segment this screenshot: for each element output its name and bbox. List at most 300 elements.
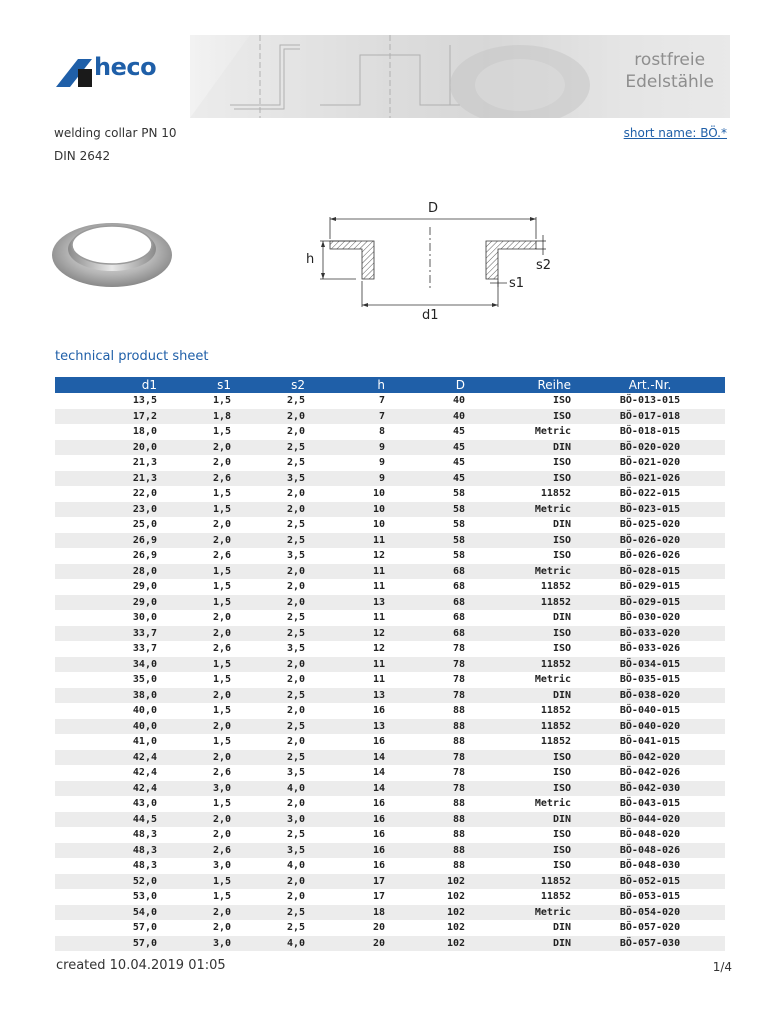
cell-d1: 29,0 [132,581,157,593]
table-row [55,409,725,425]
cell-D: 88 [452,860,465,872]
cell-D: 78 [389,750,469,766]
cell-art-nr: BÖ-052-015 [575,874,725,890]
cell-D: 88 [452,736,465,748]
cell-D: 58 [452,488,465,500]
cell-s2: 2,5 [235,750,309,766]
cell-h: 16 [372,705,385,717]
cell-s1: 1,5 [161,657,235,673]
cell-s1: 1,5 [212,395,231,407]
cell-reihe: Metric [534,426,571,438]
cell-h: 9 [378,457,385,469]
cell-art-nr: BÖ-026-020 [575,533,725,549]
cell-D: 88 [452,798,465,810]
cell-art-nr: BÖ-020-020 [575,440,725,456]
cell-reihe: DIN [552,922,571,934]
cell-d1: 48,3 [132,829,157,841]
cell-s1: 2,0 [212,922,231,934]
table-row [55,827,725,843]
cell-d1: 26,9 [55,533,161,549]
table-row [55,471,725,487]
cell-d1: 40,0 [55,719,161,735]
cell-d1: 41,0 [132,736,157,748]
cell-art-nr: BÖ-021-020 [619,457,681,469]
banner-line-2: Edelstähle [625,72,714,92]
cell-d1: 22,0 [132,488,157,500]
cell-reihe: ISO [469,533,575,549]
cell-art-nr: BÖ-026-026 [619,550,681,562]
cell-s1: 1,8 [161,409,235,425]
cell-D: 102 [389,905,469,921]
cell-art-nr: BÖ-029-015 [575,595,725,611]
cell-D: 45 [452,457,465,469]
cell-art-nr: BÖ-042-020 [575,750,725,766]
cell-art-nr: BÖ-034-015 [575,657,725,673]
cell-d1: 20,0 [55,440,161,456]
cell-reihe: 11852 [469,874,575,890]
banner-tagline [625,49,714,93]
cell-h: 13 [309,688,389,704]
cell-h: 13 [309,595,389,611]
short-name-link[interactable]: short name: BÖ.* [623,126,727,140]
cell-s2: 2,0 [286,705,305,717]
cell-s1: 3,0 [161,781,235,797]
cell-s1: 3,0 [161,936,235,952]
cell-s2: 2,5 [235,719,309,735]
col-header-art-nr: Art.-Nr. [575,377,725,393]
cell-art-nr: BÖ-033-020 [575,626,725,642]
col-header-D: D [389,377,469,393]
cell-h: 16 [372,860,385,872]
cell-h: 7 [309,409,389,425]
cell-s2: 2,5 [286,457,305,469]
cell-s2: 2,0 [286,736,305,748]
cell-D: 102 [446,891,465,903]
cell-D: 58 [452,519,465,531]
cell-s1: 2,0 [161,750,235,766]
cell-s2: 3,5 [286,550,305,562]
cell-h: 17 [372,891,385,903]
cell-art-nr: BÖ-041-015 [619,736,681,748]
table-row [55,796,725,812]
cell-D: 78 [389,781,469,797]
cell-s1: 2,0 [212,519,231,531]
cell-d1: 35,0 [132,674,157,686]
cell-d1: 29,0 [55,595,161,611]
technical-drawing [300,195,570,325]
cell-reihe: DIN [552,519,571,531]
cell-s1: 1,5 [212,798,231,810]
cell-reihe: ISO [552,550,571,562]
cell-s2: 2,5 [235,688,309,704]
cell-reihe: Metric [469,502,575,518]
cell-reihe: ISO [469,843,575,859]
table-row [55,719,725,735]
cell-D: 78 [389,657,469,673]
cell-s2: 2,5 [286,395,305,407]
cell-h: 16 [372,798,385,810]
cell-s1: 2,6 [161,471,235,487]
cell-reihe: ISO [469,471,575,487]
cell-s2: 4,0 [235,781,309,797]
cell-art-nr: BÖ-054-020 [575,905,725,921]
cell-d1: 54,0 [55,905,161,921]
cell-reihe: 11852 [540,581,571,593]
cell-s2: 2,0 [235,409,309,425]
cell-reihe: Metric [469,905,575,921]
cell-d1: 13,5 [132,395,157,407]
cell-h: 11 [309,564,389,580]
cell-art-nr: BÖ-038-020 [575,688,725,704]
cell-d1: 48,3 [55,843,161,859]
cell-h: 9 [309,440,389,456]
cell-s2: 2,0 [286,674,305,686]
cell-s2: 3,5 [235,843,309,859]
cell-s1: 2,0 [212,829,231,841]
cell-h: 11 [309,533,389,549]
cell-d1: 40,0 [132,705,157,717]
cell-d1: 53,0 [132,891,157,903]
cell-d1: 21,3 [132,457,157,469]
cell-s1: 1,5 [212,736,231,748]
cell-d1: 33,7 [132,643,157,655]
cell-s2: 2,0 [286,581,305,593]
table-row [55,703,725,719]
cell-s2: 2,0 [286,891,305,903]
cell-s1: 1,5 [212,488,231,500]
table-row [55,533,725,549]
table-header-row [55,377,725,393]
cell-reihe: 11852 [540,891,571,903]
cell-D: 78 [452,643,465,655]
cell-reihe: DIN [469,440,575,456]
table-row [55,905,725,921]
created-timestamp: created 10.04.2019 01:05 [56,958,226,973]
cell-h: 14 [372,767,385,779]
cell-s2: 2,5 [286,519,305,531]
cell-D: 88 [389,812,469,828]
cell-s1: 2,0 [161,626,235,642]
cell-art-nr: BÖ-022-015 [619,488,681,500]
cell-h: 13 [309,719,389,735]
cell-h: 20 [309,936,389,952]
cell-s2: 3,5 [235,471,309,487]
cell-d1: 42,4 [132,767,157,779]
cell-reihe: ISO [469,626,575,642]
cell-h: 16 [372,829,385,841]
dim-label-h: h [306,252,315,267]
cell-d1: 25,0 [132,519,157,531]
table-row [55,874,725,890]
cell-D: 68 [389,595,469,611]
cell-D: 68 [389,626,469,642]
cell-reihe: ISO [469,750,575,766]
cell-reihe: 11852 [540,736,571,748]
cell-d1: 18,0 [132,426,157,438]
logo-mark-icon [56,55,96,91]
table-row [55,424,725,440]
cell-h: 10 [309,502,389,518]
cell-h: 17 [309,874,389,890]
cell-s1: 2,0 [161,440,235,456]
cell-s2: 2,5 [235,533,309,549]
spec-table [55,377,725,951]
heco-logo[interactable] [56,55,186,91]
cell-art-nr: BÖ-048-030 [619,860,681,872]
table-row [55,734,725,750]
cell-d1: 57,0 [132,922,157,934]
cell-art-nr: BÖ-057-030 [575,936,725,952]
cell-s1: 1,5 [212,426,231,438]
col-header-d1: d1 [55,377,161,393]
cell-D: 78 [452,767,465,779]
cell-s2: 2,0 [235,874,309,890]
cell-art-nr: BÖ-053-015 [619,891,681,903]
cell-s2: 2,0 [286,488,305,500]
cell-art-nr: BÖ-042-030 [575,781,725,797]
table-row [55,595,725,611]
table-row [55,889,725,905]
dim-label-D: D [428,201,439,216]
product-standard: DIN 2642 [54,149,111,163]
cell-s1: 2,0 [161,533,235,549]
cell-s1: 1,5 [212,891,231,903]
table-row [55,455,725,471]
cell-D: 102 [389,874,469,890]
dim-label-s2: s2 [536,258,552,273]
cell-d1: 57,0 [55,936,161,952]
cell-h: 16 [309,843,389,859]
table-row [55,548,725,564]
cell-d1: 43,0 [132,798,157,810]
table-row [55,486,725,502]
cell-D: 88 [452,829,465,841]
table-row [55,393,725,409]
table-row [55,502,725,518]
banner-line-1: rostfreie [634,50,706,70]
cell-reihe: DIN [469,812,575,828]
cell-h: 11 [372,612,385,624]
cell-reihe: Metric [469,564,575,580]
cell-h: 14 [309,781,389,797]
header-banner [190,35,730,118]
cell-D: 58 [389,533,469,549]
cell-d1: 42,4 [55,781,161,797]
cell-h: 12 [372,550,385,562]
cell-reihe: Metric [534,798,571,810]
cell-art-nr: BÖ-044-020 [575,812,725,828]
cell-s1: 1,5 [161,564,235,580]
cell-reihe: ISO [552,457,571,469]
cell-d1: 42,4 [55,750,161,766]
cell-D: 88 [389,719,469,735]
table-row [55,641,725,657]
cell-s2: 3,0 [235,812,309,828]
col-header-h: h [309,377,389,393]
cell-s2: 2,5 [235,626,309,642]
col-header-reihe: Reihe [469,377,575,393]
cell-h: 11 [309,657,389,673]
cell-D: 102 [446,922,465,934]
cell-h: 11 [372,674,385,686]
cell-s1: 2,0 [161,812,235,828]
cell-h: 18 [309,905,389,921]
table-row [55,812,725,828]
cell-s2: 2,5 [235,440,309,456]
cell-art-nr: BÖ-033-026 [619,643,681,655]
cell-reihe: ISO [552,395,571,407]
cell-reihe: 11852 [540,705,571,717]
cell-art-nr: BÖ-048-020 [619,829,681,841]
cell-reihe: Metric [534,674,571,686]
cell-d1: 28,0 [55,564,161,580]
table-row [55,858,725,874]
cell-D: 40 [389,409,469,425]
cell-s1: 2,6 [212,550,231,562]
cell-art-nr: BÖ-042-026 [619,767,681,779]
cell-s1: 2,6 [212,643,231,655]
cell-D: 68 [389,564,469,580]
cell-s2: 4,0 [235,936,309,952]
cell-s2: 2,5 [286,829,305,841]
cell-D: 40 [452,395,465,407]
table-row [55,626,725,642]
cell-reihe: ISO [469,781,575,797]
table-row [55,765,725,781]
cell-h: 9 [309,471,389,487]
cell-s1: 1,5 [161,874,235,890]
cell-art-nr: BÖ-021-026 [575,471,725,487]
cell-s2: 2,5 [235,905,309,921]
cell-reihe: DIN [469,936,575,952]
cell-d1: 34,0 [55,657,161,673]
table-row [55,610,725,626]
cell-art-nr: BÖ-043-015 [619,798,681,810]
cell-s1: 1,5 [212,674,231,686]
cell-D: 58 [389,502,469,518]
cell-h: 20 [372,922,385,934]
cell-reihe: DIN [469,688,575,704]
table-row [55,564,725,580]
table-row [55,920,725,936]
table-row [55,657,725,673]
cell-s1: 1,5 [212,705,231,717]
cell-reihe: ISO [552,860,571,872]
cell-s1: 3,0 [212,860,231,872]
dim-label-d1: d1 [422,308,439,323]
page-number: 1/4 [712,960,732,974]
cell-D: 68 [452,581,465,593]
table-row [55,672,725,688]
cell-art-nr: BÖ-040-020 [575,719,725,735]
cell-art-nr: BÖ-028-015 [575,564,725,580]
cell-D: 68 [452,612,465,624]
table-row [55,517,725,533]
cell-s2: 2,0 [235,595,309,611]
cell-h: 12 [372,643,385,655]
cell-d1: 33,7 [55,626,161,642]
cell-h: 10 [372,488,385,500]
cell-s1: 2,0 [212,457,231,469]
cell-D: 45 [389,440,469,456]
cell-art-nr: BÖ-013-015 [619,395,681,407]
cell-D: 88 [389,843,469,859]
cell-h: 16 [309,812,389,828]
cell-D: 45 [389,471,469,487]
cell-s2: 3,5 [286,767,305,779]
cell-s1: 2,6 [161,843,235,859]
col-header-s2: s2 [235,377,309,393]
cell-s1: 1,5 [161,502,235,518]
spec-table-body [55,393,725,951]
cell-s2: 2,0 [286,798,305,810]
cell-d1: 52,0 [55,874,161,890]
cell-reihe: 11852 [540,488,571,500]
product-photo [50,205,174,295]
table-row [55,936,725,952]
cell-s2: 2,5 [286,922,305,934]
table-row [55,579,725,595]
cell-reihe: ISO [552,829,571,841]
cell-d1: 30,0 [132,612,157,624]
cell-D: 102 [389,936,469,952]
cell-d1: 48,3 [132,860,157,872]
cell-s2: 3,5 [286,643,305,655]
cell-h: 10 [372,519,385,531]
cell-reihe: ISO [552,643,571,655]
cell-s1: 2,0 [212,612,231,624]
cell-art-nr: BÖ-048-026 [575,843,725,859]
cell-s1: 2,0 [161,688,235,704]
cell-art-nr: BÖ-025-020 [619,519,681,531]
cell-art-nr: BÖ-029-015 [619,581,681,593]
cell-d1: 44,5 [55,812,161,828]
dim-label-s1: s1 [509,276,525,291]
cell-D: 45 [452,426,465,438]
cell-s1: 2,0 [161,905,235,921]
cell-D: 78 [389,688,469,704]
cell-s1: 2,0 [161,719,235,735]
section-heading: technical product sheet [55,349,209,364]
cell-s2: 2,0 [235,502,309,518]
cell-D: 58 [452,550,465,562]
cell-h: 11 [372,581,385,593]
cell-s2: 2,0 [286,426,305,438]
cell-reihe: ISO [552,767,571,779]
table-row [55,750,725,766]
cell-s1: 2,6 [212,767,231,779]
cell-reihe: 11852 [469,719,575,735]
cell-h: 16 [372,736,385,748]
cell-s2: 2,0 [235,564,309,580]
cell-art-nr: BÖ-035-015 [619,674,681,686]
cell-D: 78 [452,674,465,686]
cell-h: 12 [309,626,389,642]
cell-s2: 4,0 [286,860,305,872]
cell-art-nr: BÖ-030-020 [619,612,681,624]
cell-d1: 17,2 [55,409,161,425]
cell-d1: 38,0 [55,688,161,704]
cell-d1: 23,0 [55,502,161,518]
cell-art-nr: BÖ-057-020 [619,922,681,934]
cell-reihe: ISO [469,409,575,425]
cell-h: 8 [378,426,385,438]
cell-reihe: DIN [552,612,571,624]
col-header-s1: s1 [161,377,235,393]
cell-h: 7 [378,395,385,407]
cell-art-nr: BÖ-018-015 [619,426,681,438]
table-row [55,843,725,859]
